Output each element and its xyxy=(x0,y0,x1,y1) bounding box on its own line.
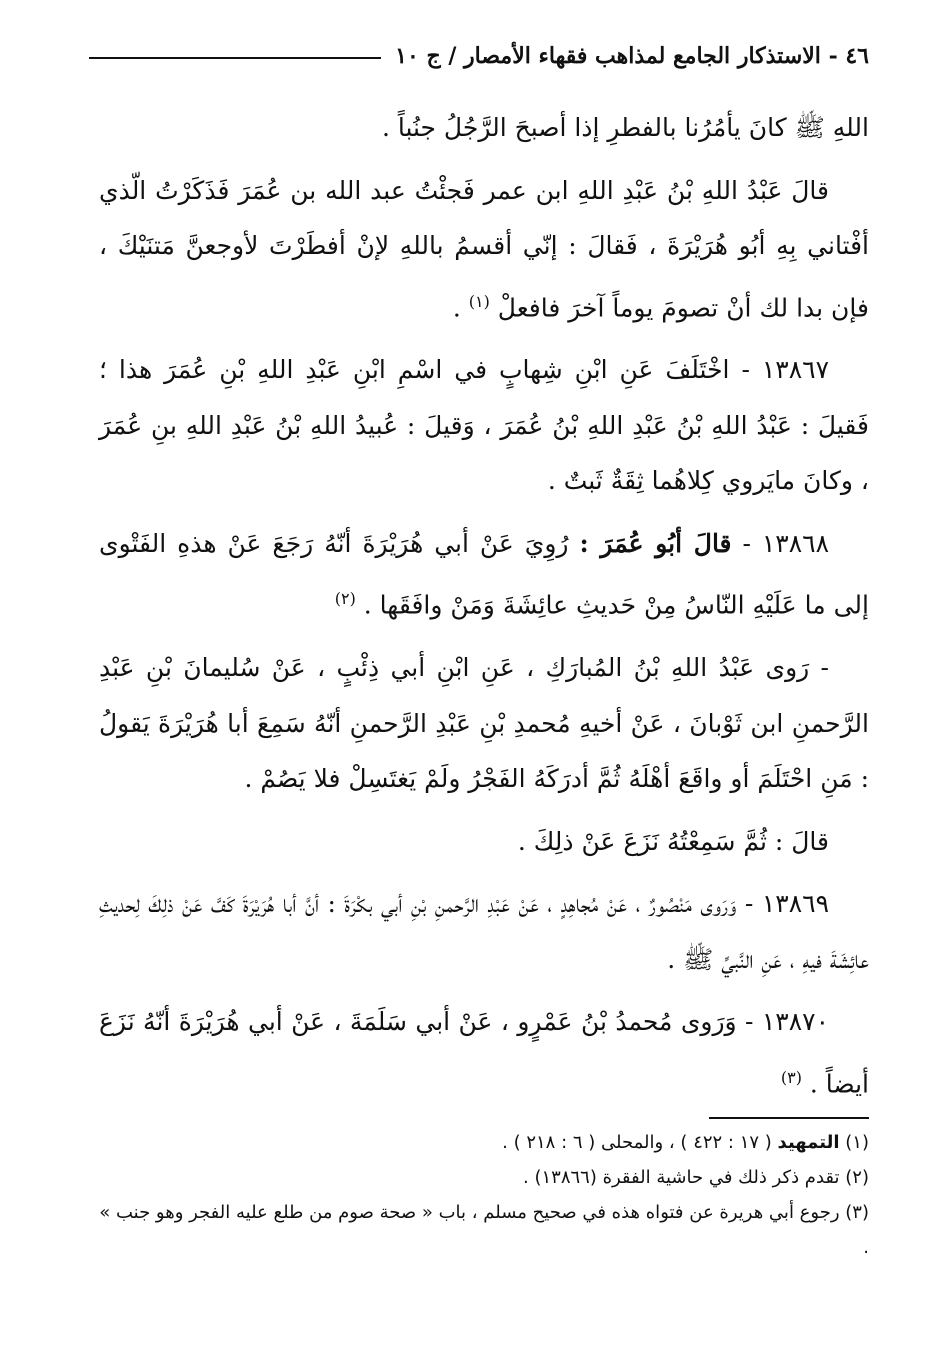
numbered-paragraph: ١٣٨٦٩ - وَرَوى مَنْصُورٌ ، عَنْ مُجاهِدٍ ، عَنْ عَبْدِ الرَّحمنِ بْنِ أبي بكْرَةَ : أنَّ أبا هُرَيْرَةَ كَفَّ عَنْ ذلِكَ لِحديثِ عائِشَةَ فيهِ ، عَنِ النَّبيِّ ﷺ . xyxy=(99,889,869,974)
main-text xyxy=(99,100,869,1118)
footnotes xyxy=(94,1125,869,1265)
paragraph: - رَوى عَبْدُ اللهِ بْنُ المُبارَكِ ، عَنِ ابْنِ أبي ذِئْبٍ ، عَنْ سُليمانَ بْنِ عَبْدِ الرَّحمنِ ابن ثَوْبانَ ، عَنْ أخيهِ مُحمدِ بْنِ عَبْدِ الرَّحمنِ أنّهُ سَمِعَ أبا هُرَيْرَةَ يَقولُ : مَنِ احْتَلَمَ أو واقَعَ أهْلَهُ ثُمَّ أدرَكَهُ الفَجْرُ ولَمْ يَغتَسِلْ فلا يَصُمْ . xyxy=(99,653,869,794)
numbered-paragraph: ١٣٨٦٧ - اخْتَلَفَ عَنِ ابْنِ شِهابٍ في اسْمِ ابْنِ عَبْدِ اللهِ بْنِ عُمَرَ هذا ؛ فَقيلَ : عَبْدُ اللهِ بْنُ عَبْدِ اللهِ بْنُ عُمَرَ ، وَقيلَ : عُبيدُ اللهِ بْنُ عَبْدِ اللهِ بنِ عُمَرَ ، وكانَ مايَروي كِلاهُما ثِقَةٌ ثَبتٌ . xyxy=(99,355,869,496)
footnote-divider xyxy=(709,1117,869,1119)
footnote-ref: (٣) xyxy=(780,1067,802,1087)
numbered-paragraph: ١٣٨٦٨ - قالَ أبُو عُمَرَ : رُوِيَ عَنْ أبي هُرَيْرَةَ أنّهُ رَجَعَ عَنْ هذهِ الفَتْوى إلى ما عَلَيْهِ النّاسُ مِنْ حَديثِ عائِشَةَ وَمَنْ وافَقَها . $^{(٢)}$ xyxy=(99,528,869,620)
numbered-paragraph: ١٣٨٧٠ - وَرَوى مُحمدُ بْنُ عَمْرٍو ، عَنْ أبي سَلَمَةَ ، عَنْ أبي هُرَيْرَةَ أنّهُ نَزَعَ أيضاً . $^{(٣)}$ xyxy=(99,1007,869,1098)
footnote: (١) التمهيد ( ١٧ : ٤٢٢ ) ، والمحلى ( ٦ : ٢١٨ ) . xyxy=(502,1132,869,1153)
paragraph-number: ١٣٨٧٠ xyxy=(761,1007,829,1037)
running-title: ٤٦ - الاستذكار الجامع لمذاهب فقهاء الأمصار / ج ١٠ xyxy=(395,43,869,69)
speaker-lead: قالَ أبُو عُمَرَ : xyxy=(579,528,732,558)
paragraph-continuation: اللهِ ﷺ كانَ يأمُرُنا بالفطرِ إذا أصبحَ الرَّجُلُ جنُباً . xyxy=(381,113,869,142)
paragraph: قالَ عَبْدُ اللهِ بْنُ عَبْدِ اللهِ ابن عمر فَجئْتُ عبد الله بن عُمَرَ فَذَكَرْتُ الّذي أفْتاني بِهِ أبُو هُرَيْرَةَ ، فَقالَ : إنّي أقسمُ باللهِ لإنْ أفطَرْتَ لأوجعنَّ مَتنَيْكَ ، فإن بدا لك أنْ تصومَ يوماً آخرَ فافعلْ $^{(١)}$ . xyxy=(99,175,869,322)
footnote: (٣) رجوع أبي هريرة عن فتواه هذه في صحيح مسلم ، باب « صحة صوم من طلع عليه الفجر وهو جنب » . xyxy=(99,1202,869,1258)
paragraph-number: ١٣٨٦٩ xyxy=(761,889,830,919)
page-header xyxy=(89,38,869,74)
footnote-ref: (٢) xyxy=(334,589,356,609)
header-rule xyxy=(89,57,381,59)
footnote-ref: (١) xyxy=(468,291,490,311)
footnote: (٢) تقدم ذكر ذلك في حاشية الفقرة (١٣٨٦٦) . xyxy=(523,1167,869,1188)
paragraph-number: ١٣٨٦٨ xyxy=(761,528,829,558)
paragraph-number: ١٣٨٦٧ xyxy=(761,355,829,385)
paragraph: قالَ : ثُمَّ سَمِعْتُهُ نَزَعَ عَنْ ذلِكَ . xyxy=(517,826,829,856)
